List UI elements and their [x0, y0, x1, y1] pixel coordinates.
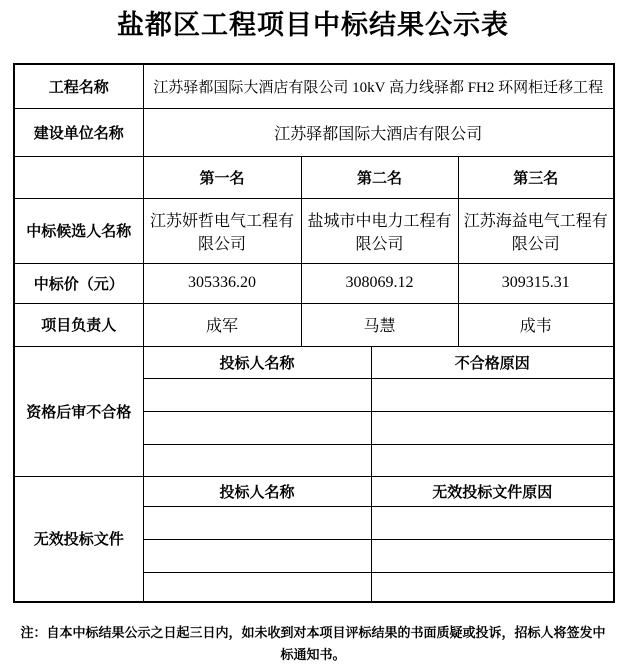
unqualified-bidder-cell: [143, 378, 371, 411]
invalid-reason-header: 无效投标文件原因: [371, 476, 614, 506]
price-label: 中标价（元）: [14, 263, 143, 303]
unqualified-reason-cell: [371, 378, 614, 411]
unqualified-bidder-cell: [143, 411, 371, 444]
manager-label: 项目负责人: [14, 303, 143, 346]
owner-row: [14, 108, 614, 156]
invalid-reason-cell: [371, 572, 614, 602]
unqualified-reason-header: 不合格原因: [371, 346, 614, 378]
unqualified-header-row: [14, 346, 614, 378]
candidate-third: 江苏海益电气工程有限公司: [458, 198, 614, 263]
price-row: [14, 263, 614, 303]
unqualified-reason-cell: [371, 411, 614, 444]
rank-header-row: [14, 156, 614, 198]
unqualified-section-label: 资格后审不合格: [14, 346, 143, 476]
project-name-value: 江苏驿都国际大酒店有限公司 10kV 高力线驿都 FH2 环网柜迁移工程: [143, 64, 614, 108]
invalid-bidder-cell: [143, 506, 371, 539]
project-name-row: [14, 64, 614, 108]
invalid-bidder-cell: [143, 539, 371, 572]
rank-header-second: 第二名: [301, 156, 458, 198]
unqualified-bidder-cell: [143, 444, 371, 476]
candidates-row: [14, 198, 614, 263]
invalid-section-label: 无效投标文件: [14, 476, 143, 602]
invalid-reason-cell: [371, 539, 614, 572]
owner-label: 建设单位名称: [14, 108, 143, 156]
manager-row: [14, 303, 614, 346]
invalid-header-row: [14, 476, 614, 506]
candidate-second: 盐城市中电力工程有限公司: [301, 198, 458, 263]
invalid-bidder-header: 投标人名称: [143, 476, 371, 506]
candidate-first: 江苏妍哲电气工程有限公司: [143, 198, 301, 263]
rank-header-empty-cell: [14, 156, 143, 198]
unqualified-bidder-header: 投标人名称: [143, 346, 371, 378]
owner-value: 江苏驿都国际大酒店有限公司: [143, 108, 614, 156]
manager-third: 成韦: [458, 303, 614, 346]
results-table: [13, 63, 615, 603]
invalid-bidder-cell: [143, 572, 371, 602]
project-name-label: 工程名称: [14, 64, 143, 108]
manager-second: 马慧: [301, 303, 458, 346]
invalid-reason-cell: [371, 506, 614, 539]
rank-header-first: 第一名: [143, 156, 301, 198]
unqualified-reason-cell: [371, 444, 614, 476]
price-third: 309315.31: [458, 263, 614, 303]
candidates-label: 中标候选人名称: [14, 198, 143, 263]
price-second: 308069.12: [301, 263, 458, 303]
manager-first: 成军: [143, 303, 301, 346]
page-title: 盐都区工程项目中标结果公示表: [117, 10, 509, 40]
rank-header-third: 第三名: [458, 156, 614, 198]
price-first: 305336.20: [143, 263, 301, 303]
footer-note: 注：自本中标结果公示之日起三日内，如未收到对本项目评标结果的书面质疑或投诉，招标人将签发中标通知书。: [20, 625, 606, 662]
